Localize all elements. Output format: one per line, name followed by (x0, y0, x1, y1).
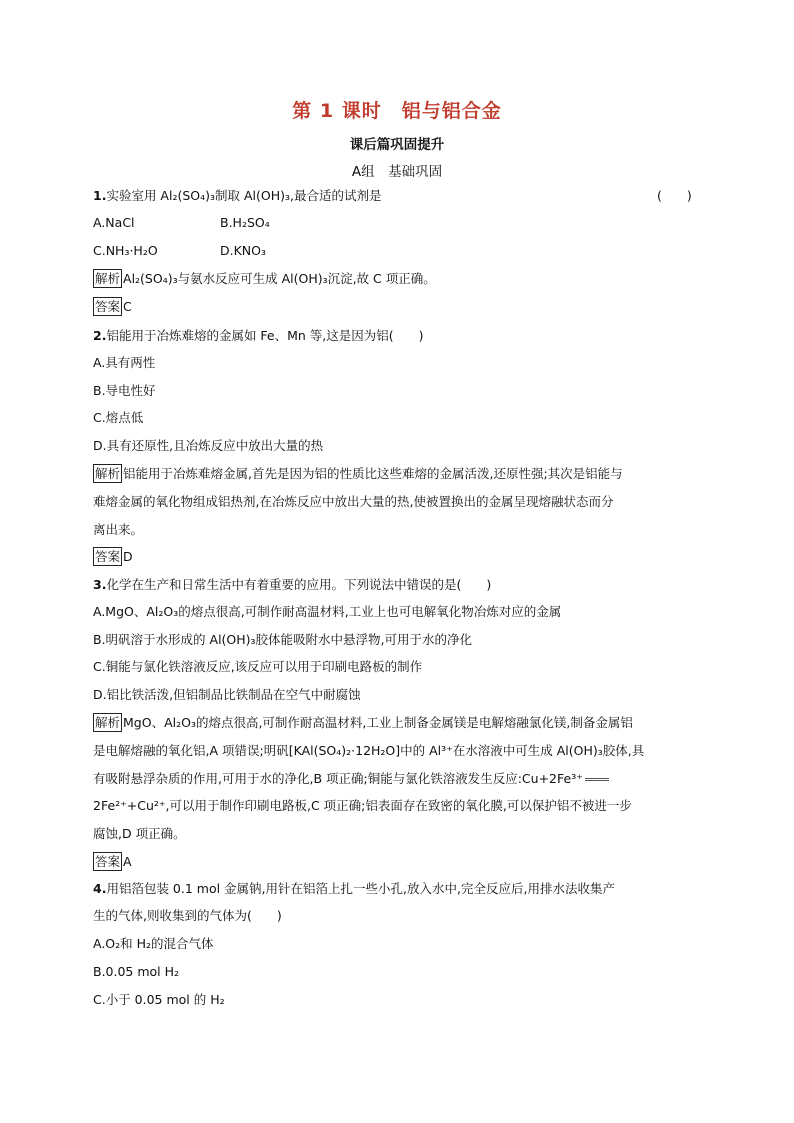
answer-text: C (123, 299, 132, 314)
answer-tag: 答案 (95, 549, 121, 564)
question-3-number: 3. (93, 577, 107, 592)
option-b: B.明矾溶于水形成的 Al(OH)₃胶体能吸附水中悬浮物,可用于水的净化 (93, 632, 473, 647)
question-1-answer-paren: ( ) (657, 188, 692, 203)
option-c: C.NH₃·H₂O (93, 243, 158, 258)
question-1-options-row-1 (93, 213, 713, 233)
question-4-number: 4. (93, 881, 107, 896)
option-b: B.0.05 mol H₂ (93, 964, 180, 979)
answer-text: D (123, 549, 133, 564)
lesson-title: 第 1 课时 铝与铝合金 (292, 100, 502, 122)
option-d: D.铝比铁活泼,但铝制品比铁制品在空气中耐腐蚀 (93, 687, 361, 702)
question-2-stem (93, 326, 713, 346)
question-3-text: 化学在生产和日常生活中有着重要的应用。下列说法中错误的是( ) (106, 577, 492, 592)
question-2-analysis-line-3: 离出来。 (93, 522, 144, 537)
option-a: A.MgO、Al₂O₃的熔点很高,可制作耐高温材料,工业上也可电解氧化物冶炼对应的金属 (93, 604, 562, 619)
answer-tag: 答案 (95, 854, 121, 869)
question-4-stem-line-2: 生的气体,则收集到的气体为( ) (93, 908, 282, 923)
option-b: B.H₂SO₄ (220, 215, 270, 230)
question-2-analysis-line-2: 难熔金属的氧化物组成铝热剂,在冶炼反应中放出大量的热,使被置换出的金属呈现熔融状态而分 (93, 494, 614, 509)
question-2-text: 铝能用于冶炼难熔的金属如 Fe、Mn 等,这是因为铝( ) (106, 328, 424, 343)
question-1-answer (93, 297, 713, 317)
analysis-tag: 解析 (95, 715, 121, 730)
option-a: A.O₂和 H₂的混合气体 (93, 936, 214, 951)
option-a: A.NaCl (93, 215, 135, 230)
equation-arrow (585, 778, 609, 781)
option-b: B.导电性好 (93, 383, 156, 398)
question-3-analysis-line-1 (93, 713, 713, 733)
question-1-options-row-2 (93, 241, 713, 261)
question-1-stem (93, 186, 713, 206)
option-c: C.熔点低 (93, 410, 144, 425)
analysis-text: MgO、Al₂O₃的熔点很高,可制作耐高温材料,工业上制备金属镁是电解熔融氯化镁,制备金属铝 (123, 715, 633, 730)
option-c: C.小于 0.05 mol 的 H₂ (93, 992, 225, 1007)
question-3-analysis-line-5: 腐蚀,D 项正确。 (93, 826, 186, 841)
analysis-text: 有吸附悬浮杂质的作用,可用于水的净化,B 项正确;铜能与氯化铁溶液发生反应:Cu+2Fe³⁺ (93, 771, 583, 786)
question-3-analysis-line-4: 2Fe²⁺+Cu²⁺,可以用于制作印刷电路板,C 项正确;铝表面存在致密的氧化膜,可以保护铝不被进一步 (93, 798, 632, 813)
question-3-answer (93, 852, 713, 872)
option-d: D.KNO₃ (220, 243, 266, 258)
question-1-number: 1. (93, 188, 107, 203)
analysis-text: 铝能用于冶炼难熔金属,首先是因为铝的性质比这些难熔的金属活泼,还原性强;其次是铝能与 (123, 466, 623, 481)
question-3-analysis-line-3 (93, 769, 713, 789)
question-2-answer (93, 547, 713, 567)
question-3-stem (93, 575, 713, 595)
question-4-text: 用铝箔包装 0.1 mol 金属钠,用针在铝箔上扎一些小孔,放入水中,完全反应后,用排水法收集产 (106, 881, 615, 896)
option-a: A.具有两性 (93, 355, 156, 370)
question-4-stem-line-1 (93, 879, 713, 899)
analysis-tag: 解析 (95, 271, 121, 286)
analysis-text: Al₂(SO₄)₃与氨水反应可生成 Al(OH)₃沉淀,故 C 项正确。 (123, 271, 436, 286)
group-heading: A组 基础巩固 (351, 164, 443, 180)
question-1-analysis (93, 269, 713, 289)
answer-tag: 答案 (95, 299, 121, 314)
question-1-text: 实验室用 Al₂(SO₄)₃制取 Al(OH)₃,最合适的试剂是 (106, 188, 382, 203)
section-subtitle: 课后篇巩固提升 (349, 137, 445, 153)
question-2-number: 2. (93, 328, 107, 343)
answer-text: A (123, 854, 132, 869)
question-2-analysis-line-1 (93, 464, 713, 484)
option-c: C.铜能与氯化铁溶液反应,该反应可以用于印刷电路板的制作 (93, 659, 423, 674)
question-3-analysis-line-2: 是电解熔融的氧化铝,A 项错误;明矾[KAl(SO₄)₂·12H₂O]中的 Al³⁺在水溶液中可生成 Al(OH)₃胶体,具 (93, 743, 645, 758)
option-d: D.具有还原性,且冶炼反应中放出大量的热 (93, 438, 324, 453)
analysis-tag: 解析 (95, 466, 121, 481)
